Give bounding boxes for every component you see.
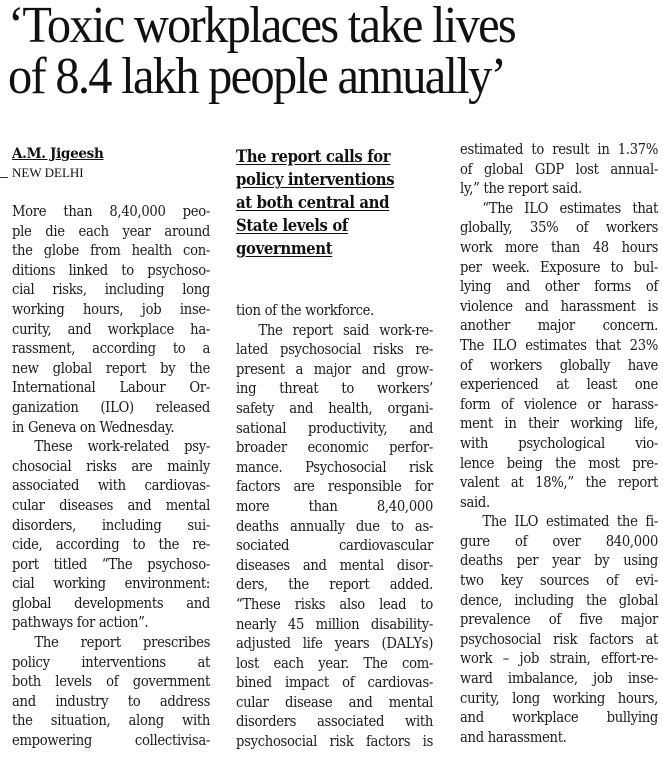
article-text-line: in Geneva on Wednesday.	[12, 417, 175, 436]
article-text-line: International Labour Or-	[12, 378, 211, 397]
dateline: NEW DELHI	[12, 165, 84, 180]
article-text-line: lence being the most pre-	[460, 453, 659, 472]
article-text-line: said.	[460, 492, 490, 511]
article-text-line: of workers globally have	[460, 355, 659, 374]
article-text-line: curity, and workplace ha-	[12, 319, 211, 338]
article-text-line: ple die each year around	[12, 221, 211, 240]
article-text-line: violence and harassment is	[460, 296, 659, 315]
pull-quote-line: at both central and	[236, 193, 390, 212]
article-text-line: chosocial risks are mainly	[12, 456, 211, 475]
article-text-line: per week. Exposure to bul-	[460, 257, 659, 276]
article-text-line: ing threat to workers’	[236, 379, 434, 398]
article-text-line: deaths per year by using	[460, 551, 659, 570]
article-text-line: policy interventions at	[12, 652, 211, 671]
pull-quote	[236, 145, 433, 260]
article-text-line: The ILO estimated the fi-	[482, 512, 659, 531]
article-text-line: prevalence of five major	[460, 610, 659, 629]
article-text-line: tion of the workforce.	[236, 301, 375, 319]
article-text-line: the situation, along with	[12, 711, 211, 730]
article-text-line: working hours, job inse-	[12, 299, 211, 318]
article-text-line: lying and other forms of	[460, 277, 659, 296]
pull-quote-line: policy interventions	[236, 170, 395, 189]
article-text-line: and workplace bullying	[460, 708, 659, 727]
article-text-line: form of violence or harass-	[460, 394, 659, 413]
article-text-line: cial working environment:	[12, 574, 211, 593]
article-body-col2	[236, 301, 433, 752]
article-text-line: present a major and grow-	[236, 359, 434, 378]
article-text-line: mance. Psychosocial risk	[236, 457, 434, 476]
pull-quote-line: State levels of	[236, 216, 348, 235]
article-text-line: ganization (ILO) released	[12, 397, 211, 416]
headline-line-2: of 8.4 lakh people annually’	[8, 48, 506, 105]
article-text-line: sociated cardiovascular	[236, 536, 434, 555]
article-text-line: two key sources of evi-	[460, 571, 659, 590]
column-1	[12, 145, 210, 751]
article-text-line: gure of over 840,000	[460, 531, 659, 550]
article-text-line: “These risks also lead to	[236, 594, 434, 613]
article-text-line: with psychological vio-	[460, 433, 659, 452]
pull-quote-line: government	[236, 239, 333, 258]
article-text-line: globally, 35% of workers	[460, 218, 659, 237]
article-text-line: empowering collectivisa-	[12, 731, 211, 750]
article-text-line: new global report by the	[12, 358, 211, 377]
article-text-line: the globe from health con-	[12, 241, 211, 260]
article-text-line: dence, including the global	[460, 590, 659, 609]
article-body-col3	[460, 140, 658, 747]
article-text-line: safety and health, organi-	[236, 398, 434, 417]
article-text-line: psychosocial risk factors is	[236, 732, 434, 751]
article-text-line: cide, according to the re-	[12, 535, 211, 554]
article-text-line: sational productivity, and	[236, 418, 434, 437]
article-text-line: work more than 48 hours	[460, 237, 659, 256]
article-text-line: cial risks, including long	[12, 280, 211, 299]
article-text-line: ward imbalance, job inse-	[460, 669, 659, 688]
article-text-line: associated with cardiovas-	[12, 476, 211, 495]
article-text-line: experienced at least one	[460, 375, 659, 394]
article-text-line: rassment, according to a	[12, 339, 211, 358]
article-text-line: factors are responsible for	[236, 477, 434, 496]
article-text-line: both levels of government	[12, 672, 211, 691]
article-text-line: ditions linked to psychoso-	[12, 260, 211, 279]
article-text-line: cular diseases and mental	[12, 495, 211, 514]
article-text-line: global developments and	[12, 593, 211, 612]
article-text-line: ment in their working life,	[460, 414, 659, 433]
article-text-line: pathways for action”.	[12, 613, 149, 632]
article-text-line: estimated to result in 1.37%	[460, 140, 659, 158]
pull-quote-line: The report calls for	[236, 147, 391, 166]
article-text-line: cular disease and mental	[236, 692, 434, 711]
article-text-line: broader economic perfor-	[236, 438, 434, 457]
article-text-line: nearly 45 million disability-	[236, 614, 434, 633]
article-text-line: bined impact of cardiovas-	[236, 673, 434, 692]
article-text-line: ly,” the report said.	[460, 179, 582, 198]
article-text-line: ders, the report added.	[236, 575, 434, 594]
article-text-line: “The ILO estimates that	[482, 198, 659, 217]
article-text-line: and harassment.	[460, 727, 567, 746]
article-text-line: curity, long working hours,	[460, 688, 659, 707]
article-text-line: of global GDP lost annual-	[460, 159, 659, 178]
article-text-line: These work-related psy-	[34, 437, 211, 456]
article-text-line: psychosocial risk factors at	[460, 629, 659, 648]
article-text-line: More than 8,40,000 peo-	[12, 202, 211, 220]
article-text-line: disorders, including sui-	[12, 515, 211, 534]
column-rule-mark	[0, 177, 8, 178]
article-body-col1	[12, 202, 210, 751]
article-text-line: diseases and mental disor-	[236, 555, 434, 574]
article-text-line: deaths annually due to as-	[236, 516, 434, 535]
article-text-line: and industry to address	[12, 691, 211, 710]
column-2	[236, 145, 434, 751]
byline-author: A.M. Jigeesh	[12, 146, 104, 162]
article-text-line: lost each year. The com-	[236, 653, 434, 672]
article-text-line: work – job strain, effort-re-	[460, 649, 659, 668]
article-text-line: The ILO estimates that 23%	[460, 335, 659, 354]
headline-line-1: ‘Toxic workplaces take lives	[8, 0, 516, 54]
article-text-line: port titled “The psychoso-	[12, 554, 211, 573]
article-text-line: disorders associated with	[236, 712, 434, 731]
article-text-line: more than 8,40,000	[236, 496, 434, 515]
article-text-line: The report prescribes	[34, 633, 211, 652]
article-text-line: The report said work-re-	[258, 320, 434, 339]
article-text-line: lated psychosocial risks re-	[236, 340, 434, 359]
article-text-line: another major concern.	[460, 316, 659, 335]
article-text-line: valent at 18%,” the report	[460, 473, 659, 492]
headline	[8, 0, 613, 105]
article-text-line: adjusted life years (DALYs)	[236, 634, 434, 653]
